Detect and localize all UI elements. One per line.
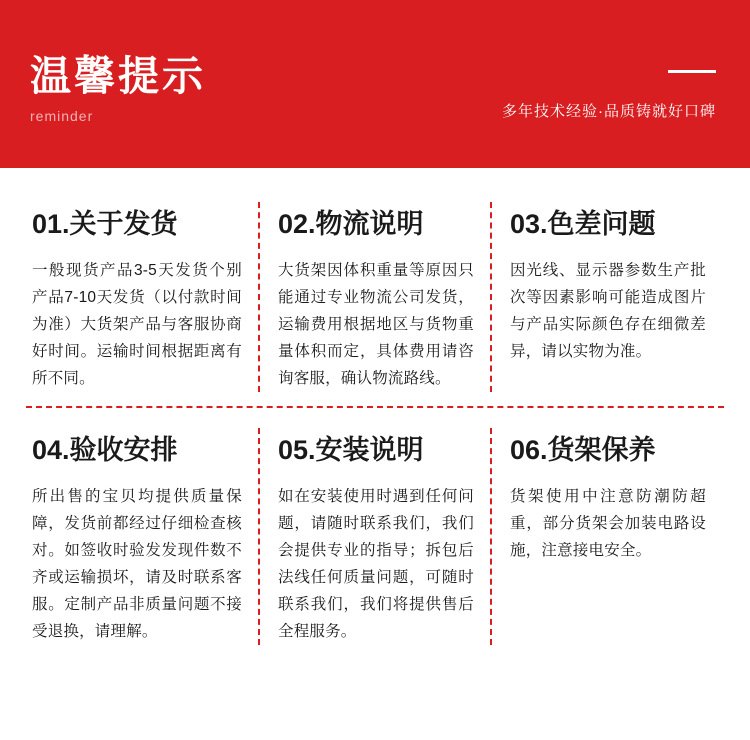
page-title: 温馨提示: [30, 53, 206, 99]
tip-body: 因光线、显示器参数生产批次等因素影响可能造成图片与产品实际颜色存在细微差异，请以实物为准。: [510, 262, 706, 360]
tip-card-05: [258, 428, 490, 645]
tip-title: 06.货架保养: [510, 435, 656, 465]
tip-title: 05.安装说明: [278, 435, 424, 465]
header-right-block: [502, 70, 716, 121]
tip-body: 一般现货产品3-5天发货个别产品7-10天发货（以付款时间为准）大货架产品与客服协商好时间。运输时间根据距离有所不同。: [32, 262, 242, 387]
tip-card-04: [26, 428, 258, 645]
tip-body: 所出售的宝贝均提供质量保障，发货前都经过仔细检查核对。如签收时验发发现件数不齐或运输损坏，请及时联系客服。定制产品非质量问题不接受退换，请理解。: [32, 488, 242, 640]
tips-row: [26, 408, 724, 645]
header-left-block: [30, 52, 206, 124]
page-header: [0, 0, 750, 168]
tip-title: 02.物流说明: [278, 209, 424, 239]
horizontal-dash-icon: [668, 70, 716, 73]
tips-grid: [0, 168, 750, 655]
tip-body: 大货架因体积重量等原因只能通过专业物流公司发货，运输费用根据地区与货物重量体积而定，具体费用请咨询客服，确认物流路线。: [278, 262, 474, 387]
page-subtitle: reminder: [30, 108, 94, 124]
tip-title: 01.关于发货: [32, 209, 178, 239]
tip-body: 如在安装使用时遇到任何问题，请随时联系我们，我们会提供专业的指导；拆包后法线任何质量问题，可随时联系我们，我们将提供售后全程服务。: [278, 488, 474, 640]
tip-title: 03.色差问题: [510, 209, 656, 239]
tip-body: 货架使用中注意防潮防超重，部分货架会加装电路设施，注意接电安全。: [510, 488, 706, 559]
tip-card-02: [258, 202, 490, 392]
tip-card-06: [490, 428, 722, 645]
tip-title: 04.验收安排: [32, 435, 178, 465]
header-slogan: 多年技术经验·品质铸就好口碑: [502, 103, 716, 120]
tips-row: [26, 202, 724, 408]
tip-card-01: [26, 202, 258, 392]
tip-card-03: [490, 202, 722, 392]
